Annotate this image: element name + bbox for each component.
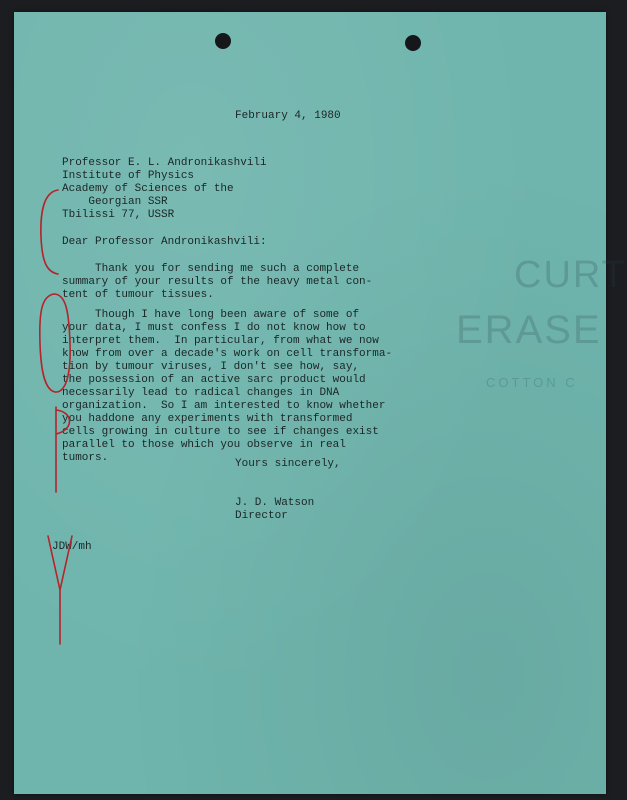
paragraph-line: interpret them. In particular, from what we now	[62, 335, 379, 347]
letter-date: February 4, 1980	[235, 110, 341, 122]
salutation: Dear Professor Andronikashvili:	[62, 236, 267, 248]
ghost-imprint-line1: CURT	[514, 254, 627, 296]
recipient-line: Tbilissi 77, USSR	[62, 209, 175, 221]
paragraph-line: your data, I must confess I do not know how to	[62, 322, 366, 334]
closing: Yours sincerely,	[235, 458, 341, 470]
paragraph-line: Thank you for sending me such a complete	[62, 263, 360, 275]
ghost-imprint-line3: COTTON C	[486, 375, 578, 390]
punch-hole-left	[215, 33, 231, 49]
recipient-line: Academy of Sciences of the	[62, 183, 234, 195]
recipient-line: Professor E. L. Andronikashvili	[62, 157, 267, 169]
recipient-line: Georgian SSR	[62, 196, 168, 208]
paragraph-line: know from over a decade's work on cell transforma-	[62, 348, 393, 360]
paragraph-line: tent of tumour tissues.	[62, 289, 214, 301]
signer-title: Director	[235, 510, 288, 522]
recipient-line: Institute of Physics	[62, 170, 195, 182]
paragraph-line: organization. So I am interested to know whether	[62, 400, 386, 412]
letter-page	[14, 12, 627, 794]
paragraph-line: the possession of an active sarc product would	[62, 374, 366, 386]
paragraph-line: cells growing in culture to see if changes exist	[62, 426, 379, 438]
paragraph-line: summary of your results of the heavy metal con-	[62, 276, 373, 288]
typist-initials: JDW/mh	[52, 541, 92, 553]
paragraph-line: you haddone any experiments with transformed	[62, 413, 353, 425]
paragraph-line: Though I have long been aware of some of	[62, 309, 360, 321]
paragraph-line: necessarily lead to radical changes in DNA	[62, 387, 340, 399]
ghost-imprint-line2: ERASE	[456, 308, 602, 352]
paragraph-line: parallel to those which you observe in real	[62, 439, 346, 451]
paragraph-line: tumors.	[62, 452, 109, 464]
signer-name: J. D. Watson	[235, 497, 315, 509]
paragraph-line: tion by tumour viruses, I don't see how, say,	[62, 361, 360, 373]
copy-stamp-c	[41, 190, 58, 274]
punch-hole-right	[405, 35, 421, 51]
